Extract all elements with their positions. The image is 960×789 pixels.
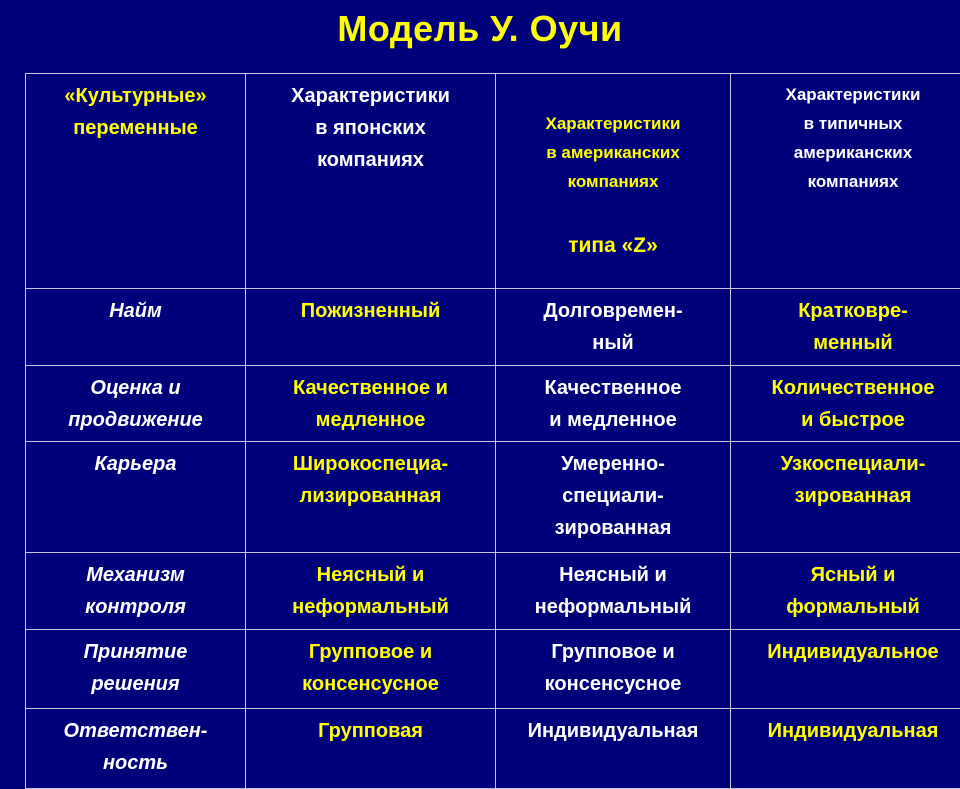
slide-title: Модель У. Оучи <box>0 8 960 50</box>
cell-japanese: Групповое и консенсусное <box>246 630 496 709</box>
header-cultural-variables: «Культурные» переменные <box>26 74 246 289</box>
cell-type-z: Неясный и неформальный <box>496 553 731 630</box>
row-label: Ответствен- ность <box>26 709 246 789</box>
table-row-decision <box>26 630 960 709</box>
table-row-control <box>26 553 960 630</box>
table-row-responsibility <box>26 709 960 789</box>
row-label: Принятие решения <box>26 630 246 709</box>
cell-japanese: Качественное и медленное <box>246 366 496 442</box>
header-japanese-companies: Характеристики в японских компаниях <box>246 74 496 289</box>
cell-japanese: Неясный и неформальный <box>246 553 496 630</box>
cell-type-z: Групповое и консенсусное <box>496 630 731 709</box>
row-label: Карьера <box>26 442 246 553</box>
cell-american: Узкоспециали- зированная <box>731 442 960 553</box>
cell-american: Индивидуальная <box>731 709 960 789</box>
row-label: Механизм контроля <box>26 553 246 630</box>
cell-type-z: Умеренно- специали- зированная <box>496 442 731 553</box>
cell-type-z: Качественное и медленное <box>496 366 731 442</box>
table-header-row <box>26 74 960 289</box>
table-row-evaluation <box>26 366 960 442</box>
cell-japanese: Групповая <box>246 709 496 789</box>
cell-american: Ясный и формальный <box>731 553 960 630</box>
row-label: Оценка и продвижение <box>26 366 246 442</box>
header-typical-american-companies: Характеристики в типичных американских компаниях <box>731 74 960 289</box>
header-type-z-label: типа «Z» <box>500 233 726 259</box>
cell-american: Кратковре- менный <box>731 289 960 366</box>
table-row-hiring <box>26 289 960 366</box>
comparison-table <box>25 73 960 789</box>
header-type-z-main: Характеристики в американских компаниях <box>500 109 726 196</box>
table-row-career <box>26 442 960 553</box>
cell-american: Количественное и быстрое <box>731 366 960 442</box>
cell-japanese: Пожизненный <box>246 289 496 366</box>
row-label: Найм <box>26 289 246 366</box>
cell-type-z: Индивидуальная <box>496 709 731 789</box>
cell-american: Индивидуальное <box>731 630 960 709</box>
cell-japanese: Широкоспециа- лизированная <box>246 442 496 553</box>
cell-type-z: Долговремен- ный <box>496 289 731 366</box>
header-type-z-companies <box>496 74 731 289</box>
